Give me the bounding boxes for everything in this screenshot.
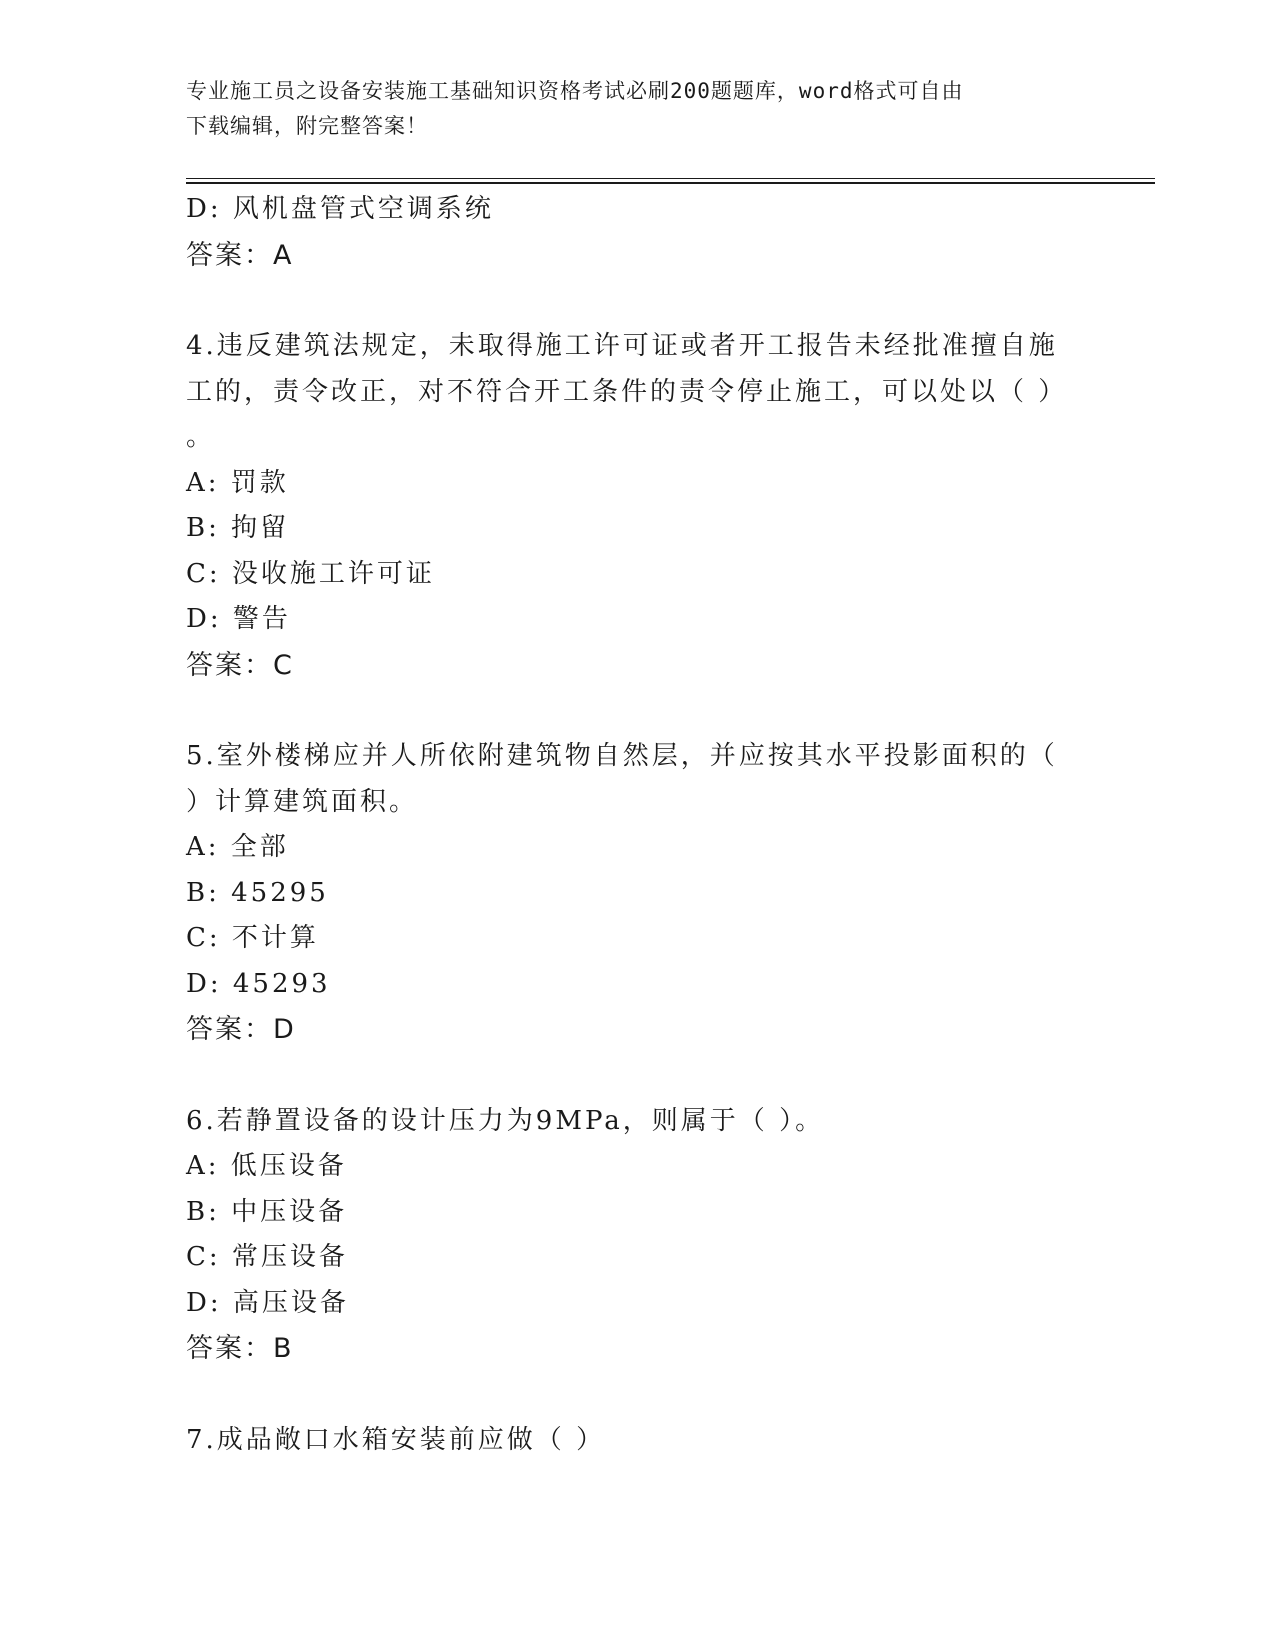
option-d: D: 风机盘管式空调系统	[186, 194, 494, 224]
option-d: D: 45293	[186, 968, 331, 999]
question-content	[186, 187, 1066, 1463]
question-7	[186, 1418, 1066, 1464]
header-title-line-2: 下载编辑，附完整答案！	[186, 114, 428, 138]
spacer	[186, 1053, 1066, 1099]
answer-label: 答案：D	[186, 1014, 296, 1045]
question-stem-line: 工的，责令改正，对不符合开工条件的责令停止施工，可以处以（ ）	[186, 376, 1068, 407]
option-b: B: 45295	[186, 877, 329, 908]
option-c: C: 不计算	[186, 923, 319, 953]
spacer	[186, 688, 1066, 734]
question-6	[186, 1099, 1066, 1372]
option-d: D: 高压设备	[186, 1287, 349, 1318]
option-b: B: 中压设备	[186, 1196, 348, 1227]
question-stem-line: ）计算建筑面积。	[186, 786, 419, 817]
question-stem-line: 4.违反建筑法规定，未取得施工许可证或者开工报告未经批准擅自施	[186, 331, 1058, 361]
option-a: A: 罚款	[186, 467, 289, 498]
question-4	[186, 324, 1066, 688]
answer-label: 答案：B	[186, 1333, 294, 1364]
spacer	[186, 278, 1066, 324]
header-title-line-1: 专业施工员之设备安装施工基础知识资格考试必刷200题题库，word格式可自由	[186, 79, 964, 103]
option-b: B: 拘留	[186, 513, 290, 543]
spacer	[186, 1372, 1066, 1418]
option-c: C: 没收施工许可证	[186, 558, 435, 589]
question-3	[186, 187, 1066, 278]
document-header	[186, 74, 1086, 144]
question-stem-line: 。	[186, 422, 216, 452]
question-5	[186, 734, 1066, 1053]
answer-label: 答案：C	[186, 649, 294, 681]
option-a: A: 全部	[186, 832, 289, 862]
question-stem-line: 6.若静置设备的设计压力为9MPa，则属于（ ）。	[186, 1105, 825, 1136]
answer-label: 答案：A	[186, 239, 294, 271]
question-stem-line: 7.成品敞口水箱安装前应做（ ）	[186, 1424, 606, 1455]
option-c: C: 常压设备	[186, 1242, 348, 1272]
option-d: D: 警告	[186, 604, 291, 634]
header-divider	[186, 178, 1155, 184]
question-stem-line: 5.室外楼梯应并人所依附建筑物自然层，并应按其水平投影面积的（	[186, 741, 1058, 771]
option-a: A: 低压设备	[186, 1151, 347, 1181]
